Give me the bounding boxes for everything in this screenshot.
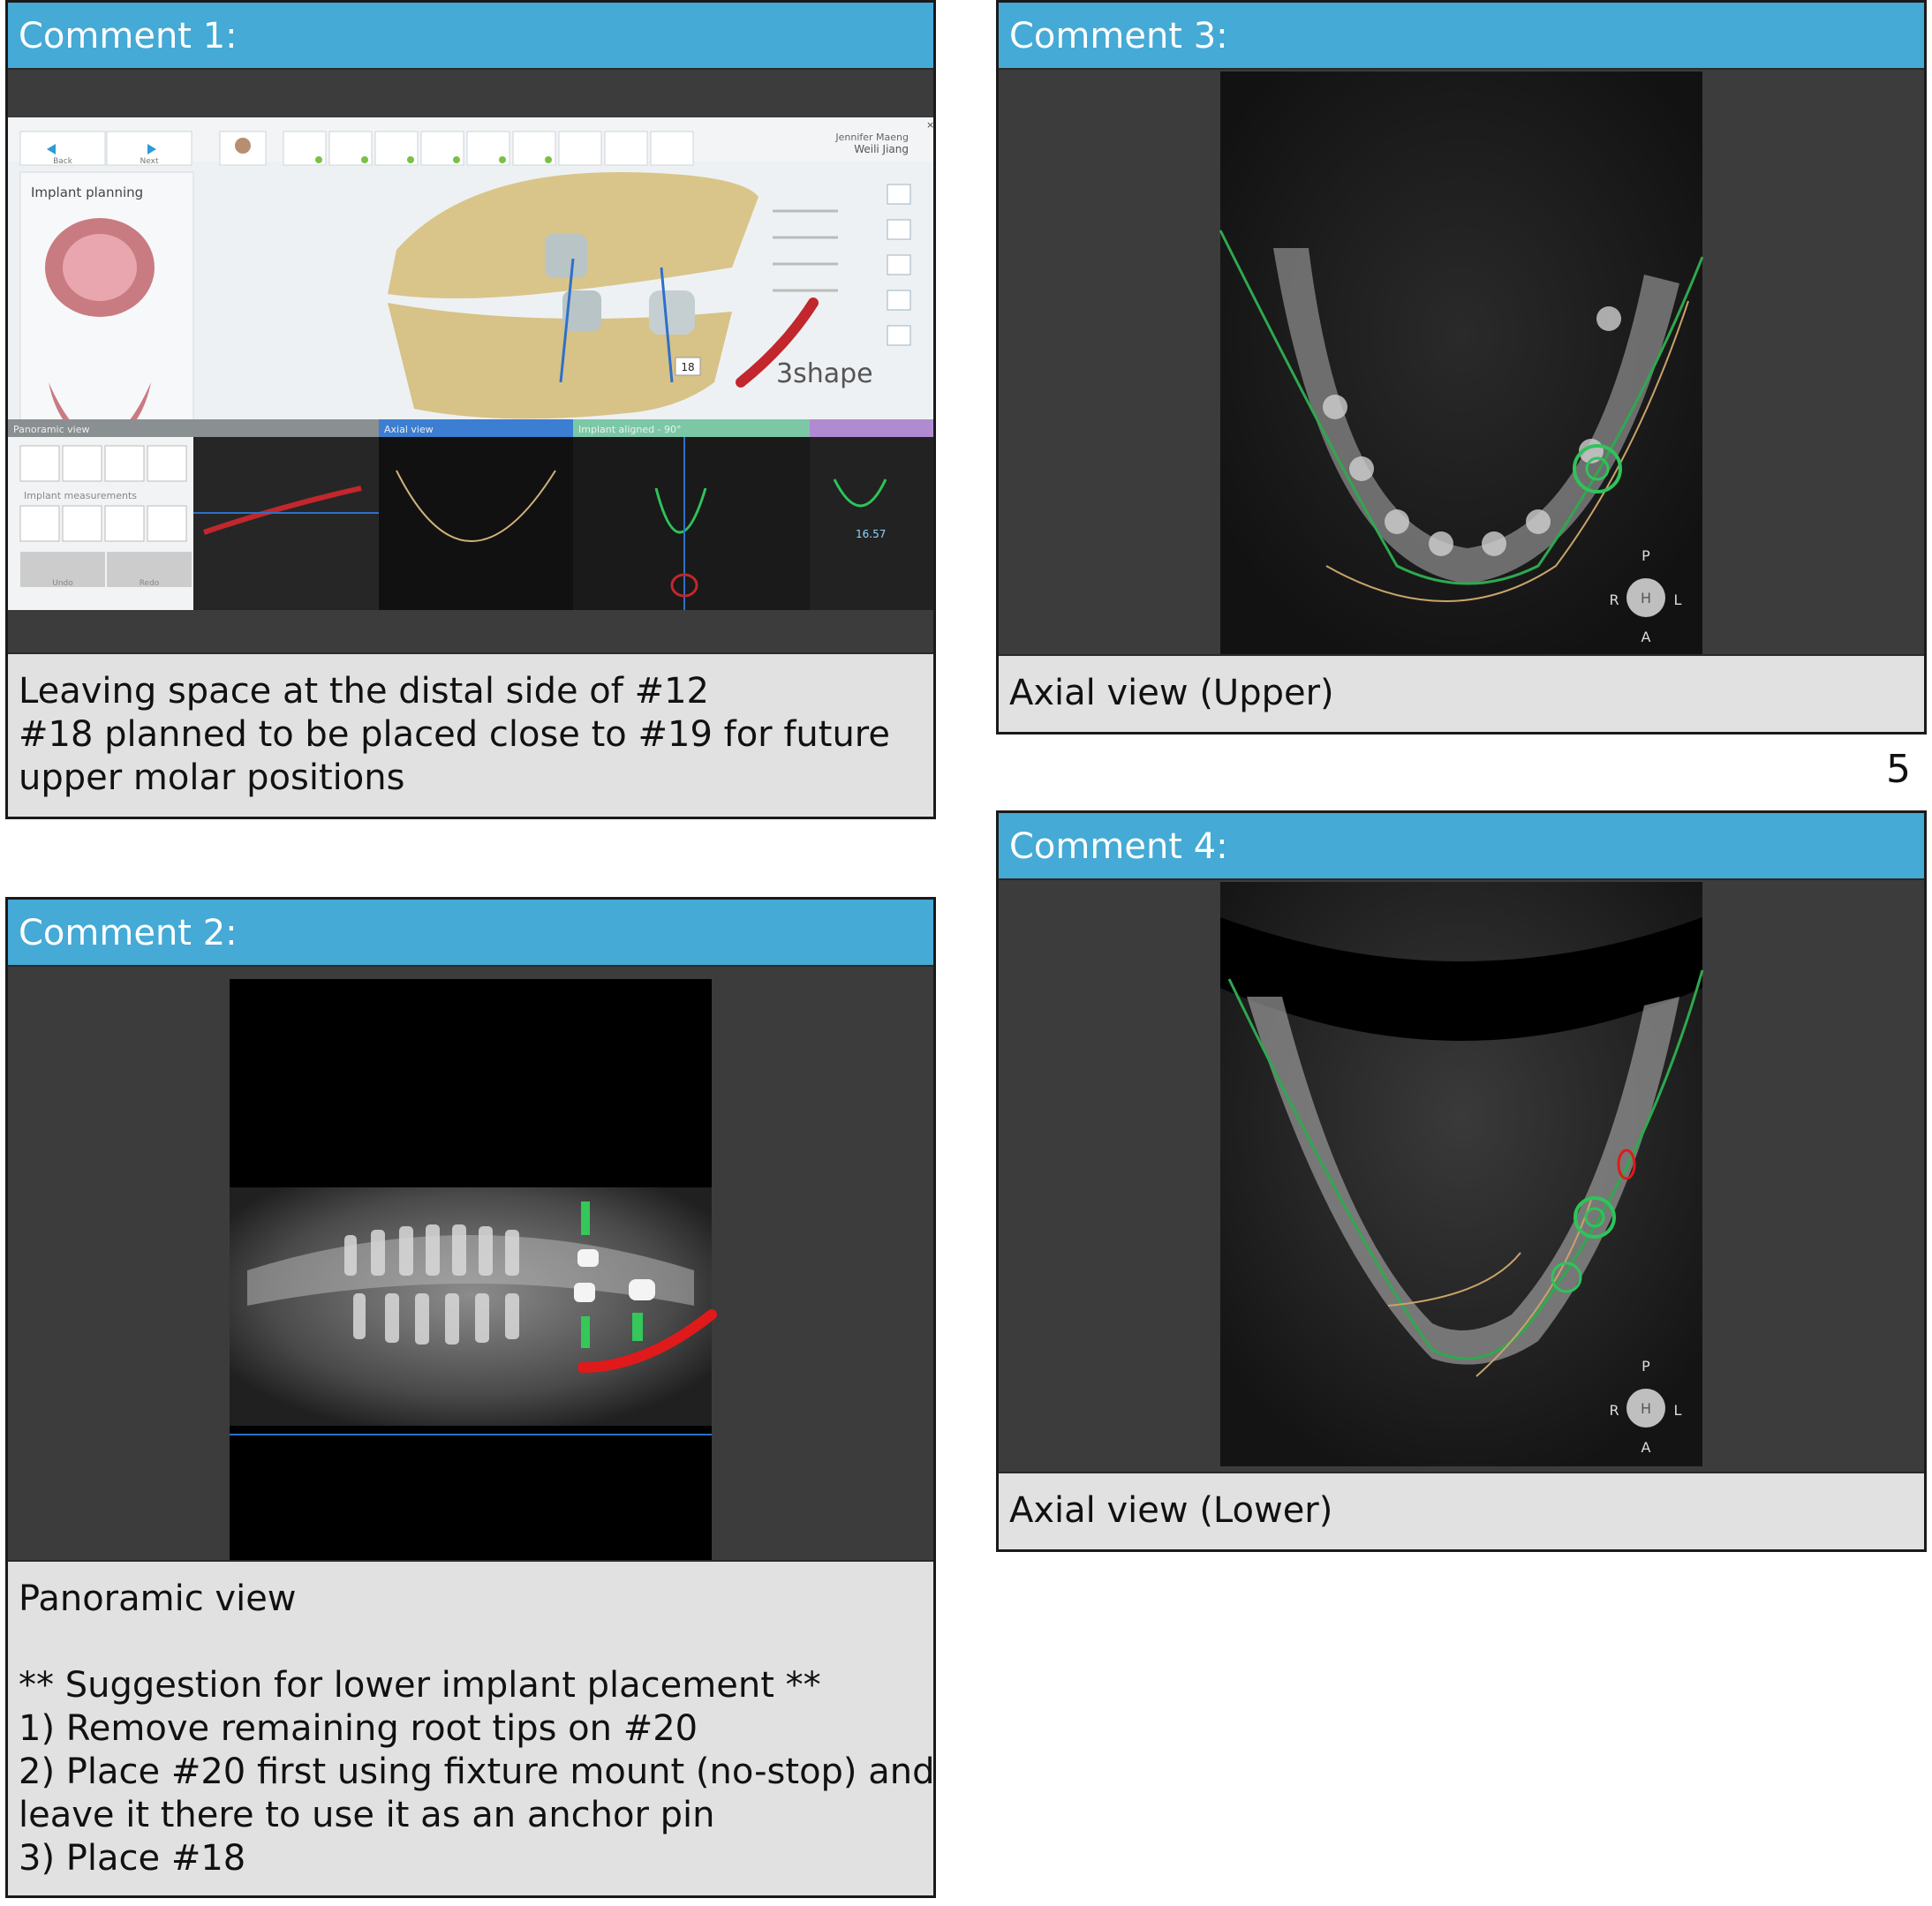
comment-2-caption-line-1: Panoramic view	[19, 1578, 297, 1619]
comment-4-caption	[999, 1472, 1924, 1549]
toolbar-step-9-icon[interactable]	[651, 132, 693, 165]
implant-type-icon-3[interactable]	[105, 446, 144, 481]
planned-implant-18	[581, 1316, 590, 1348]
implant-type-icon-2[interactable]	[63, 446, 102, 481]
tab-panoramic-view[interactable]: Panoramic view	[13, 424, 90, 435]
brand-logo: 3shape	[776, 358, 873, 389]
back-button[interactable]	[20, 132, 105, 166]
tool-copy-icon-3[interactable]	[887, 255, 910, 275]
panoramic-xray-image	[230, 979, 712, 1560]
comment-2-header: Comment 2:	[8, 900, 933, 967]
tab-implant-aligned[interactable]: Implant aligned - 90°	[578, 424, 682, 435]
comment-1-caption-line-2: #18 planned to be placed close to #19 for future	[19, 714, 890, 755]
cross-section-pane[interactable]	[810, 437, 933, 610]
orient-a-label: A	[1641, 1439, 1651, 1456]
axial-pane[interactable]	[379, 437, 573, 610]
axial-upper-ct-image	[1220, 72, 1702, 656]
orient-l-label: L	[1673, 1402, 1682, 1419]
comment-3-caption-line-1: Axial view (Upper)	[1009, 673, 1334, 713]
sidebar-title: Implant planning	[31, 185, 144, 200]
view-slider-group[interactable]	[773, 211, 838, 290]
comment-1-caption-line-1: Leaving space at the distal side of #12	[19, 671, 709, 712]
orient-p-label: P	[1641, 547, 1650, 564]
tab-axial-view[interactable]: Axial view	[384, 424, 434, 435]
comment-3-header: Comment 3:	[999, 3, 1924, 70]
comment-1-caption-line-3: upper molar positions	[19, 757, 405, 798]
comment-4-caption-line-1: Axial view (Lower)	[1009, 1490, 1333, 1531]
comment-2-caption-line-6: leave it there to use it as an anchor pin	[19, 1795, 715, 1835]
comment-1-caption	[8, 652, 933, 817]
orient-p-label: P	[1641, 1358, 1650, 1375]
tool-copy-icon-2[interactable]	[887, 220, 910, 239]
comment-2-caption-line-5: 2) Place #20 first using fixture mount (no-stop) and	[19, 1752, 935, 1792]
implant-crown-upper[interactable]	[545, 234, 587, 278]
comment-3-panel	[996, 0, 1927, 735]
redo-label: Redo	[139, 579, 160, 588]
next-label: Next	[140, 157, 159, 166]
comment-2-panel	[5, 897, 936, 1898]
measure-tool-icon-2[interactable]	[63, 506, 102, 541]
comment-1-header: Comment 1:	[8, 3, 933, 70]
axial-lower-ct-image	[1220, 882, 1702, 1466]
orient-a-label: A	[1641, 629, 1651, 645]
tool-copy-icon-5[interactable]	[887, 326, 910, 345]
implant-measure-value: 16.57	[856, 528, 887, 540]
tooth-number-tag: 18	[681, 361, 695, 373]
window-close-icon[interactable]: ×	[926, 119, 935, 131]
planned-implant-20	[632, 1313, 643, 1341]
toolbar-step-8-icon[interactable]	[605, 132, 647, 165]
comment-3-caption	[999, 654, 1924, 732]
user-name-1: Jennifer Maeng	[835, 132, 909, 143]
back-label: Back	[53, 157, 72, 166]
orient-r-label: R	[1609, 591, 1619, 608]
undo-label: Undo	[52, 579, 73, 588]
measure-tool-icon-1[interactable]	[20, 506, 59, 541]
implant-type-icon-1[interactable]	[20, 446, 59, 481]
comment-2-caption	[8, 1560, 933, 1895]
tool-copy-icon-1[interactable]	[887, 185, 910, 204]
planned-implant-upper	[581, 1202, 590, 1235]
comment-2-caption-line-7: 3) Place #18	[19, 1838, 246, 1879]
user-name-2: Weili Jiang	[854, 143, 909, 155]
implant-type-icon-4[interactable]	[147, 446, 186, 481]
comment-4-header: Comment 4:	[999, 813, 1924, 880]
comment-2-caption-line-3: ** Suggestion for lower implant placement **	[19, 1665, 821, 1706]
measurements-title: Implant measurements	[24, 490, 137, 501]
orient-l-label: L	[1673, 591, 1682, 608]
implant-planning-screenshot	[8, 117, 933, 610]
comment-2-caption-line-4: 1) Remove remaining root tips on #20	[19, 1708, 698, 1749]
page-number: 5	[1886, 747, 1911, 792]
measure-tool-icon-3[interactable]	[105, 506, 144, 541]
comment-1-panel	[5, 0, 936, 819]
comment-2-caption-line-2	[19, 1621, 923, 1664]
implant-crown-lower-20[interactable]	[649, 290, 695, 335]
orient-h-label: H	[1640, 1400, 1652, 1417]
orient-h-label: H	[1640, 590, 1652, 606]
tool-copy-icon-4[interactable]	[887, 290, 910, 310]
measure-tool-icon-4[interactable]	[147, 506, 186, 541]
orient-r-label: R	[1609, 1402, 1619, 1419]
toolbar-step-7-icon[interactable]	[559, 132, 601, 165]
next-button[interactable]	[107, 132, 192, 166]
comment-4-panel	[996, 810, 1927, 1552]
